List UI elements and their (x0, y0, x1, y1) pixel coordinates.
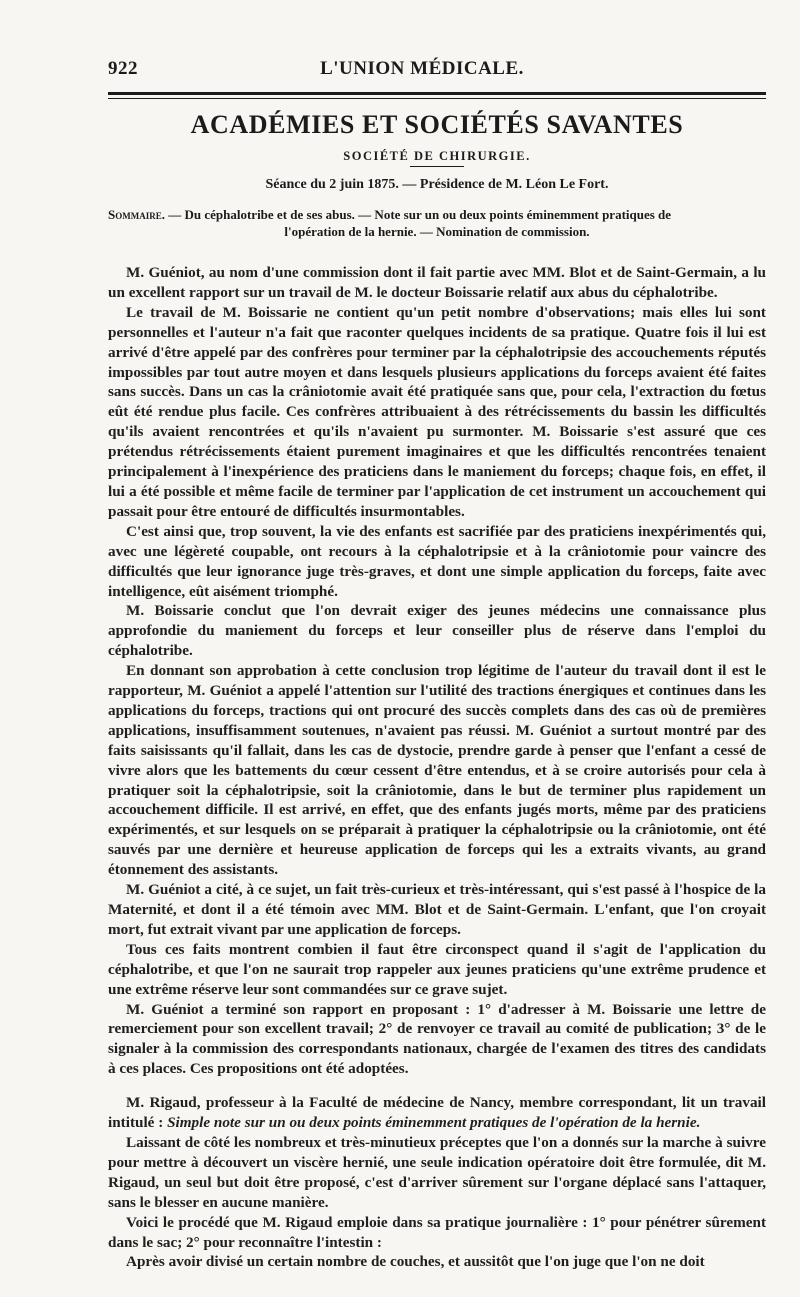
summary (108, 206, 766, 240)
journal-title: L'UNION MÉDICALE. (320, 58, 524, 79)
paragraph: Le travail de M. Boissarie ne contient qu'un petit nombre d'observations; mais elles lui sont personnelles et l'auteur n'a fait que raconter quelques incidents de sa pratique. Quatre fois il lui est arrivé d'être appelé par des confrères pour terminer par la céphalotripsie des accouchements réputés impossibles par tout autre moyen et dans lesquels plusieurs applications du forceps avaient été faites sans succès. Dans un cas la crâniotomie avait été pratiquée sans que, pour cela, l'extraction du fœtus eût été rendue plus facile. Ces confrères attribuaient à des rétrécissements du bassin les difficultés qu'ils avaient rencontrées et qu'ils n'avaient pu surmonter. M. Boissarie s'est assuré que ces prétendus rétrécissements étaient purement imaginaires et que les difficultés rencontrées tenaient principalement à l'inexpérience des praticiens dans le maniement du forceps; chaque fois, en effet, il lui a été possible et même facile de terminer par l'application de cet instrument un accouchement qui passait pour être entouré de difficultés insurmontables. (108, 303, 766, 520)
article-body (108, 263, 766, 1272)
summary-continuation: l'opération de la hernie. — Nomination de commission. (284, 224, 590, 239)
rigaud-intro: M. Rigaud, professeur à la Faculté de médecine de Nancy, membre correspondant, lit un travail intitulé : (108, 1094, 766, 1132)
session-line: Séance du 2 juin 1875. — Présidence de M. Léon Le Fort. (265, 177, 609, 192)
society-heading: SOCIÉTÉ DE CHIRURGIE. (343, 149, 531, 163)
header-rule-thin (108, 98, 766, 99)
section-title: ACADÉMIES ET SOCIÉTÉS SAVANTES (190, 110, 684, 139)
page-number: 922 (108, 58, 138, 79)
paragraph: Après avoir divisé un certain nombre de couches, et aussitôt que l'on juge que l'on ne doit (126, 1253, 705, 1271)
summary-label: Sommaire. (108, 207, 165, 222)
paragraph: M. Guéniot a terminé son rapport en proposant : 1° d'adresser à M. Boissarie une lettre de remerciement pour son excellent travail; 2° de renvoyer ce travail au comité de publication; 3° de le signaler à la commission des correspondants nationaux, chargée de l'examen des titres des candidats à ces places. Ces propositions ont été adoptées. (108, 1000, 766, 1078)
paragraph: En donnant son approbation à cette conclusion trop légitime de l'auteur du travail dont il est le rapporteur, M. Guéniot a appelé l'attention sur l'utilité des tractions énergiques et continues dans les applications du forceps, tractions qui ont procuré des succès complets dans des cas où de premières applications, insuffisamment soutenues, n'avaient pas réussi. M. Guéniot a surtout montré par des faits saisissants qu'il fallait, dans les cas de dystocie, prendre garde à penser que l'enfant a cessé de vivre alors que les battements du cœur cessent d'être entendus, et à se croire autorisés pour cela à pratiquer soit la céphalotripsie, soit la crâniotomie, dans le but de terminer plus rapidement un accouchement difficile. Il est arrivé, en effet, que des enfants jugés morts, même par des praticiens expérimentés, et sur lesquels on se préparait à pratiquer la céphalotripsie ou la crâniotomie, ont été sauvés par une dernière et heureuse application de forceps qui les a extraits vivants, au grand étonnement des assistants. (108, 662, 766, 879)
paragraph: Voici le procédé que M. Rigaud emploie dans sa pratique journalière : 1° pour pénétrer sûrement dans le sac; 2° pour reconnaître l'intestin : (108, 1213, 766, 1251)
paragraph: Tous ces faits montrent combien il faut être circonspect quand il s'agit de l'application du céphalotribe, et que l'on ne saurait trop rappeler aux jeunes praticiens qu'une extrême prudence et une extrême réserve leur sont commandées sur ce grave sujet. (108, 940, 766, 998)
paragraph: M. Guéniot a cité, à ce sujet, un fait très-curieux et très-intéressant, qui s'est passé à l'hospice de la Maternité, et dont il a été témoin avec MM. Blot et de Saint-Germain. L'enfant, que l'on croyait mort, fut extrait vivant par une application de forceps. (108, 881, 766, 938)
paragraph: C'est ainsi que, trop souvent, la vie des enfants est sacrifiée par des praticiens inexpérimentés qui, avec une légèreté coupable, ont recours à la céphalotripsie et à la crâniotomie pour vaincre des difficultés que leur ignorance juge très-graves, et dont une simple application du forceps, faite avec intelligence, eût aisément triomphé. (108, 522, 766, 600)
rigaud-title: Simple note sur un ou deux points éminemment pratiques de l'opération de la hernie. (167, 1114, 701, 1132)
paragraph: M. Guéniot, au nom d'une commission dont il fait partie avec MM. Blot et de Saint-Germain, a lu un excellent rapport sur un travail de M. le docteur Boissarie relatif aux abus du céphalotribe. (108, 264, 766, 301)
summary-text: — Du céphalotribe et de ses abus. — Note sur un ou deux points éminemment pratiques de (164, 207, 672, 222)
paragraph: Laissant de côté les nombreux et très-minutieux préceptes que l'on a donnés sur la marche à suivre pour mettre à découvert un viscère hernié, une seule indication opératoire doit être formulée, dit M. Rigaud, un seul but doit être proposé, c'est d'arriver sûrement sur l'organe déplacé sans l'attaquer, sans le blesser en aucune manière. (108, 1133, 766, 1211)
society-underline (410, 166, 464, 167)
paragraph: M. Boissarie conclut que l'on devrait exiger des jeunes médecins une connaissance plus approfondie du maniement du forceps et leur conseiller plus de réserve dans l'emploi du céphalotribe. (108, 602, 766, 660)
running-head (108, 58, 766, 84)
rigaud-paragraph (108, 1093, 766, 1133)
header-rule-thick (108, 92, 766, 95)
